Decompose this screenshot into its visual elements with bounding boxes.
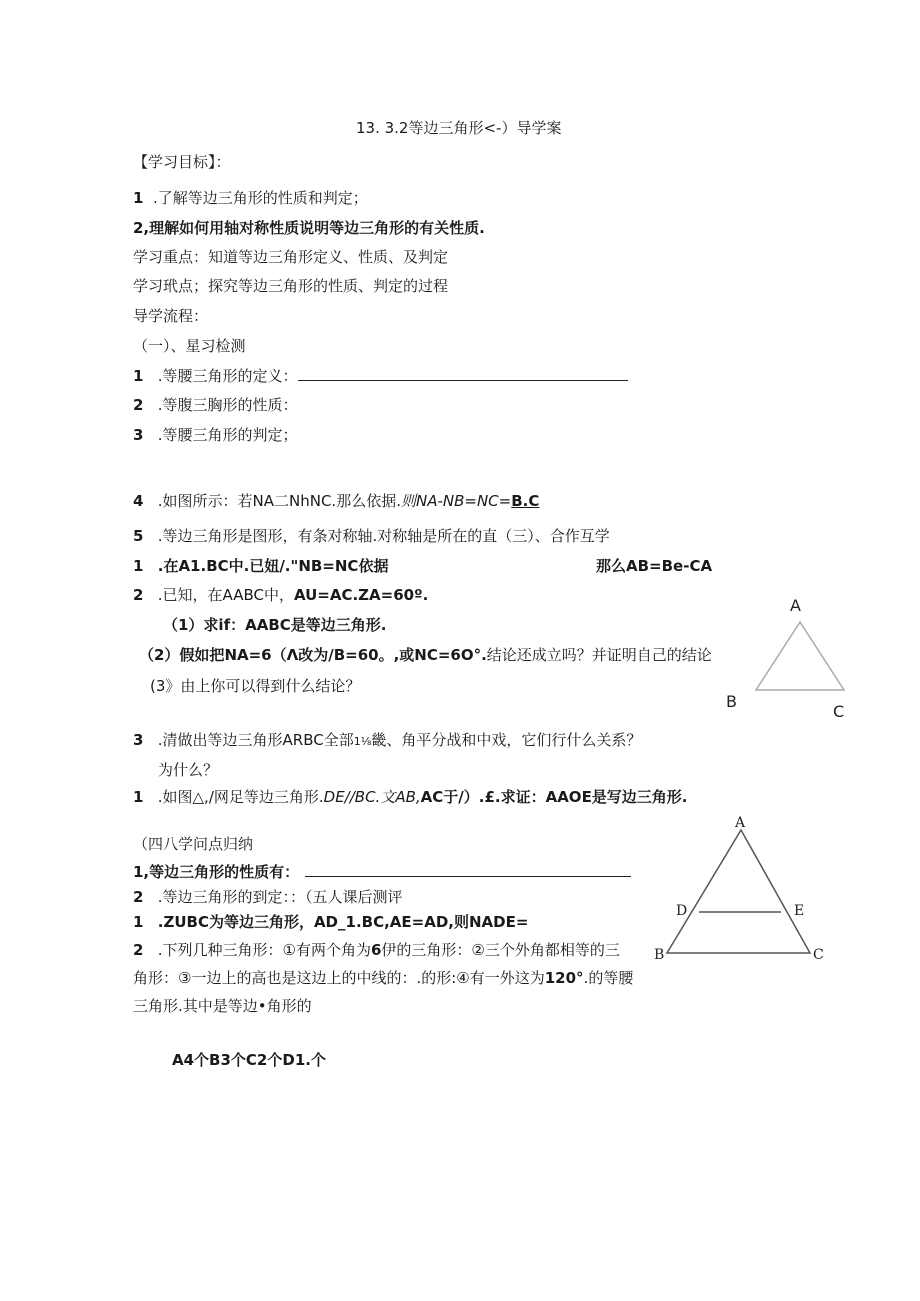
section3-q1	[133, 556, 388, 576]
section4-q4-continued-2: 三角形.其中是等边•角形的	[133, 997, 312, 1015]
answer-options: A4个B3个C2个D1.个	[172, 1051, 326, 1069]
triangle-abc-figure	[715, 592, 865, 722]
section4-header: （四八学问点归纳	[133, 835, 254, 853]
objective-1	[133, 188, 368, 208]
section3-q2-given: AU=AC.ZA=60º.	[293, 586, 429, 604]
section3-q1-text: .在A1.BC中.已妞/."NB=NC依据	[157, 557, 389, 575]
point-e-label: E	[794, 903, 805, 919]
section1-q4	[133, 491, 539, 511]
section1-q3-number: 3	[133, 426, 144, 444]
section4-q4-angle: 120°	[544, 969, 584, 987]
section3-q2-sub2-text: 结论还成立吗？并证明自己的结论	[486, 646, 712, 664]
section4-q4-number-6: 6	[370, 941, 382, 959]
key-point: 学习重点：知道等边三角形定义、性质、及判定	[133, 248, 449, 266]
section1-q1-number: 1	[133, 367, 144, 385]
section1-q5	[133, 526, 610, 546]
section1-q2-number: 2	[133, 396, 144, 414]
vertex-b-label: B	[654, 947, 665, 963]
section3-q3-text: .清做出等边三角形ARBC全部	[157, 731, 354, 749]
objectives-header: 【学习目标】：	[133, 153, 231, 171]
section4-q4-text-2: 伊的三角形：②三个外角都相等的三	[381, 941, 620, 959]
section3-q2-sub3: (3》由上你可以得到什么结论？	[150, 677, 361, 695]
section4-q4-text: .下列几种三角形：①有两个角为	[157, 941, 371, 959]
section3-q3-text-2: 畿、角平分战和中戏，它们行什么关系？	[371, 731, 642, 749]
section3-q4-text-3: AAOE是写边三角形.	[545, 788, 688, 806]
section4-q2	[133, 887, 403, 907]
triangle-abc-outline	[667, 830, 810, 953]
section1-header: （一）、星习检测	[133, 337, 246, 355]
section3-q2-sub2-label: （2）假如把NA=6（Λ改为/B=60。,或NC=6O°.	[139, 646, 487, 664]
section3-q3-garbled: 1⅛	[353, 735, 372, 748]
section4-q4	[133, 940, 620, 960]
section4-q2-text: .等边三角形的到定：：（五人课后测评	[157, 888, 403, 906]
section1-q4-answer: B.C	[511, 492, 540, 510]
section4-q3-text: .ZUBC为等边三角形，	[157, 913, 314, 931]
section1-q3-text: .等腰三角形的判定；	[157, 426, 298, 444]
section1-q4-italic: 则NA-NB=NC=	[400, 492, 512, 510]
section1-q4-text: .如图所示：若NA二NhNC.那么依据.	[157, 492, 401, 510]
section3-q3	[133, 730, 641, 752]
section4-q3	[133, 912, 528, 932]
section4-q1-text: 1,等边三角形的性质有：	[133, 863, 300, 881]
section1-q5-text: .等边三角形是图形，有条对称轴.对称轴是所在的直（三）、合作互学	[157, 527, 610, 545]
section3-q3-number: 3	[133, 731, 144, 749]
vertex-a-label: A	[790, 596, 801, 615]
section1-q4-number: 4	[133, 492, 144, 510]
section3-q4-text: .如图△,/网足等边三角形.	[157, 788, 324, 806]
section1-q3	[133, 425, 298, 445]
section3-q4-number: 1	[133, 788, 144, 806]
section4-q3-text-2: AD_1.BC,AE=AD,	[313, 913, 454, 931]
section3-q2-text: .已知，在AABC中，	[157, 586, 294, 604]
section3-q3-continued: 为什么？	[158, 761, 219, 779]
section3-q2-sub1-label: （1）求if：	[163, 616, 246, 634]
section1-q2-text: .等腹三胸形的性质：	[157, 396, 298, 414]
section4-q4-number: 2	[133, 941, 144, 959]
point-d-label: D	[676, 903, 688, 919]
vertex-a-label: A	[735, 815, 746, 831]
section1-q2	[133, 395, 298, 415]
triangle-abc-outline	[756, 622, 844, 690]
section3-q4-italic: DE//BC.文AB,	[323, 788, 421, 806]
vertex-b-label: B	[726, 692, 737, 711]
section1-q1-text: .等腰三角形的定义：	[157, 367, 298, 385]
triangle-ade-figure	[645, 810, 835, 970]
section4-q4-continued	[133, 968, 633, 988]
objective-1-text: .了解等边三角形的性质和判定；	[152, 189, 368, 207]
section3-q2-sub1-text: AABC是等边三角形.	[245, 616, 387, 634]
vertex-c-label: C	[813, 947, 824, 963]
section3-q4	[133, 787, 688, 807]
section4-q2-number: 2	[133, 888, 144, 906]
page-title: 13. 3.2等边三角形<-）导学案	[356, 119, 562, 137]
section3-q4-text-2: AC于/）.£.求证：	[420, 788, 546, 806]
objective-2: 2,理解如何用轴对称性质说明等边三角形的有关性质.	[133, 219, 485, 237]
section3-q2-sub2	[139, 645, 712, 665]
section4-q4-cont-text: 角形：③一边上的高也是这边上的中线的：.的形:④有一外这为	[133, 969, 545, 987]
difficulty-point: 学习玳点；探究等边三角形的性质、判定的过程	[133, 277, 449, 295]
objective-1-number: 1	[133, 189, 144, 207]
section4-q1	[133, 862, 631, 882]
answer-blank	[305, 862, 631, 877]
section3-q1-conclusion: 那么AB=Be-CA	[596, 557, 713, 575]
section3-q1-number: 1	[133, 557, 144, 575]
section4-q3-text-3: 则NADE=	[453, 913, 529, 931]
section3-q2	[133, 585, 428, 605]
section1-q1	[133, 366, 628, 386]
section1-q5-number: 5	[133, 527, 144, 545]
flow-header: 导学流程：	[133, 307, 209, 325]
section3-q2-number: 2	[133, 586, 144, 604]
answer-blank	[298, 366, 628, 381]
section4-q4-cont-text-2: .的等腰	[583, 969, 634, 987]
section4-q3-number: 1	[133, 913, 144, 931]
vertex-c-label: C	[833, 702, 845, 721]
section3-q2-sub1	[163, 615, 386, 635]
